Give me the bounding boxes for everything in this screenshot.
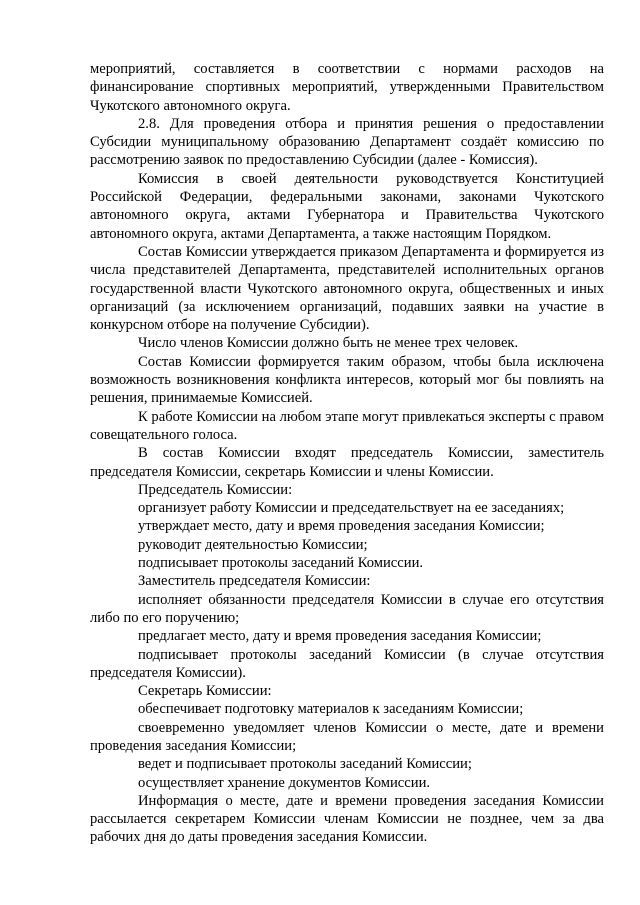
paragraph-continuation: мероприятий, составляется в соответствии с нормами расходов на финансирование спортивных мероприятий, утвержденными Правительством Чукотского автономного округа. bbox=[90, 61, 604, 114]
paragraph-clause-2-8: 2.8. Для проведения отбора и принятия решения о предоставлении Субсидии муниципальному образованию Департамент создаёт комиссию по рассмотрению заявок по предоставлению Субсидии (далее - Комиссия). bbox=[90, 115, 604, 169]
paragraph-commission-members: В состав Комиссии входят председатель Комиссии, заместитель председателя Комиссии, секретарь Комиссии и члены Комиссии. bbox=[90, 445, 604, 480]
deputy-duty-item: предлагает место, дату и время проведения заседания Комиссии; bbox=[138, 628, 542, 645]
secretary-duty-item: обеспечивает подготовку материалов к заседаниям Комиссии; bbox=[138, 701, 524, 718]
secretary-duty-item: своевременно уведомляет членов Комиссии о месте, дате и времени проведения заседания Комиссии; bbox=[90, 719, 604, 754]
chairman-duty-item: организует работу Комиссии и председательствует на ее заседаниях; bbox=[138, 500, 565, 517]
heading-deputy-chairman: Заместитель председателя Комиссии: bbox=[138, 573, 371, 590]
secretary-duty-item: ведет и подписывает протоколы заседаний Комиссии; bbox=[138, 756, 472, 773]
chairman-duty-item: утверждает место, дату и время проведения заседания Комиссии; bbox=[138, 518, 545, 535]
deputy-duty-item: исполняет обязанности председателя Комиссии в случае его отсутствия либо по его поручению; bbox=[90, 591, 604, 626]
document-body bbox=[90, 60, 604, 847]
paragraph-meeting-notification: Информация о месте, дате и времени проведения заседания Комиссии рассылается секретарем Комиссии членам Комиссии не позднее, чем за два рабочих дня до даты проведения заседания Комиссии. bbox=[90, 792, 604, 846]
chairman-duty-item: подписывает протоколы заседаний Комиссии. bbox=[138, 555, 424, 572]
paragraph-conflict-of-interest: Состав Комиссии формируется таким образом, чтобы была исключена возможность возникновения конфликта интересов, который мог бы повлиять на решения, принимаемые Комиссией. bbox=[90, 353, 604, 407]
paragraph-experts: К работе Комиссии на любом этапе могут привлекаться эксперты с правом совещательного голоса. bbox=[90, 408, 604, 443]
paragraph-commission-composition: Состав Комиссии утверждается приказом Департамента и формируется из числа представителей Департамента, представителей исполнительных органов государственной власти Чукотского автономного округа, общественных и иных организаций (за исключением организаций, подавших заявки на участие в конкурсном отборе на получение Субсидии). bbox=[90, 243, 604, 334]
deputy-duty-item: подписывает протоколы заседаний Комиссии (в случае отсутствия председателя Комиссии). bbox=[90, 646, 604, 681]
secretary-duty-item: осуществляет хранение документов Комиссии. bbox=[138, 774, 431, 791]
paragraph-commission-guidance: Комиссия в своей деятельности руководствуется Конституцией Российской Федерации, федеральными законами, законами Чукотского автономного округа, актами Губернатора и Правительства Чукотского автономного округа, актами Департамента, а также настоящим Порядком. bbox=[90, 170, 604, 242]
heading-chairman: Председатель Комиссии: bbox=[138, 481, 293, 498]
chairman-duty-item: руководит деятельностью Комиссии; bbox=[138, 536, 368, 553]
paragraph-member-count: Число членов Комиссии должно быть не менее трех человек. bbox=[138, 335, 519, 352]
heading-secretary: Секретарь Комиссии: bbox=[138, 683, 272, 700]
